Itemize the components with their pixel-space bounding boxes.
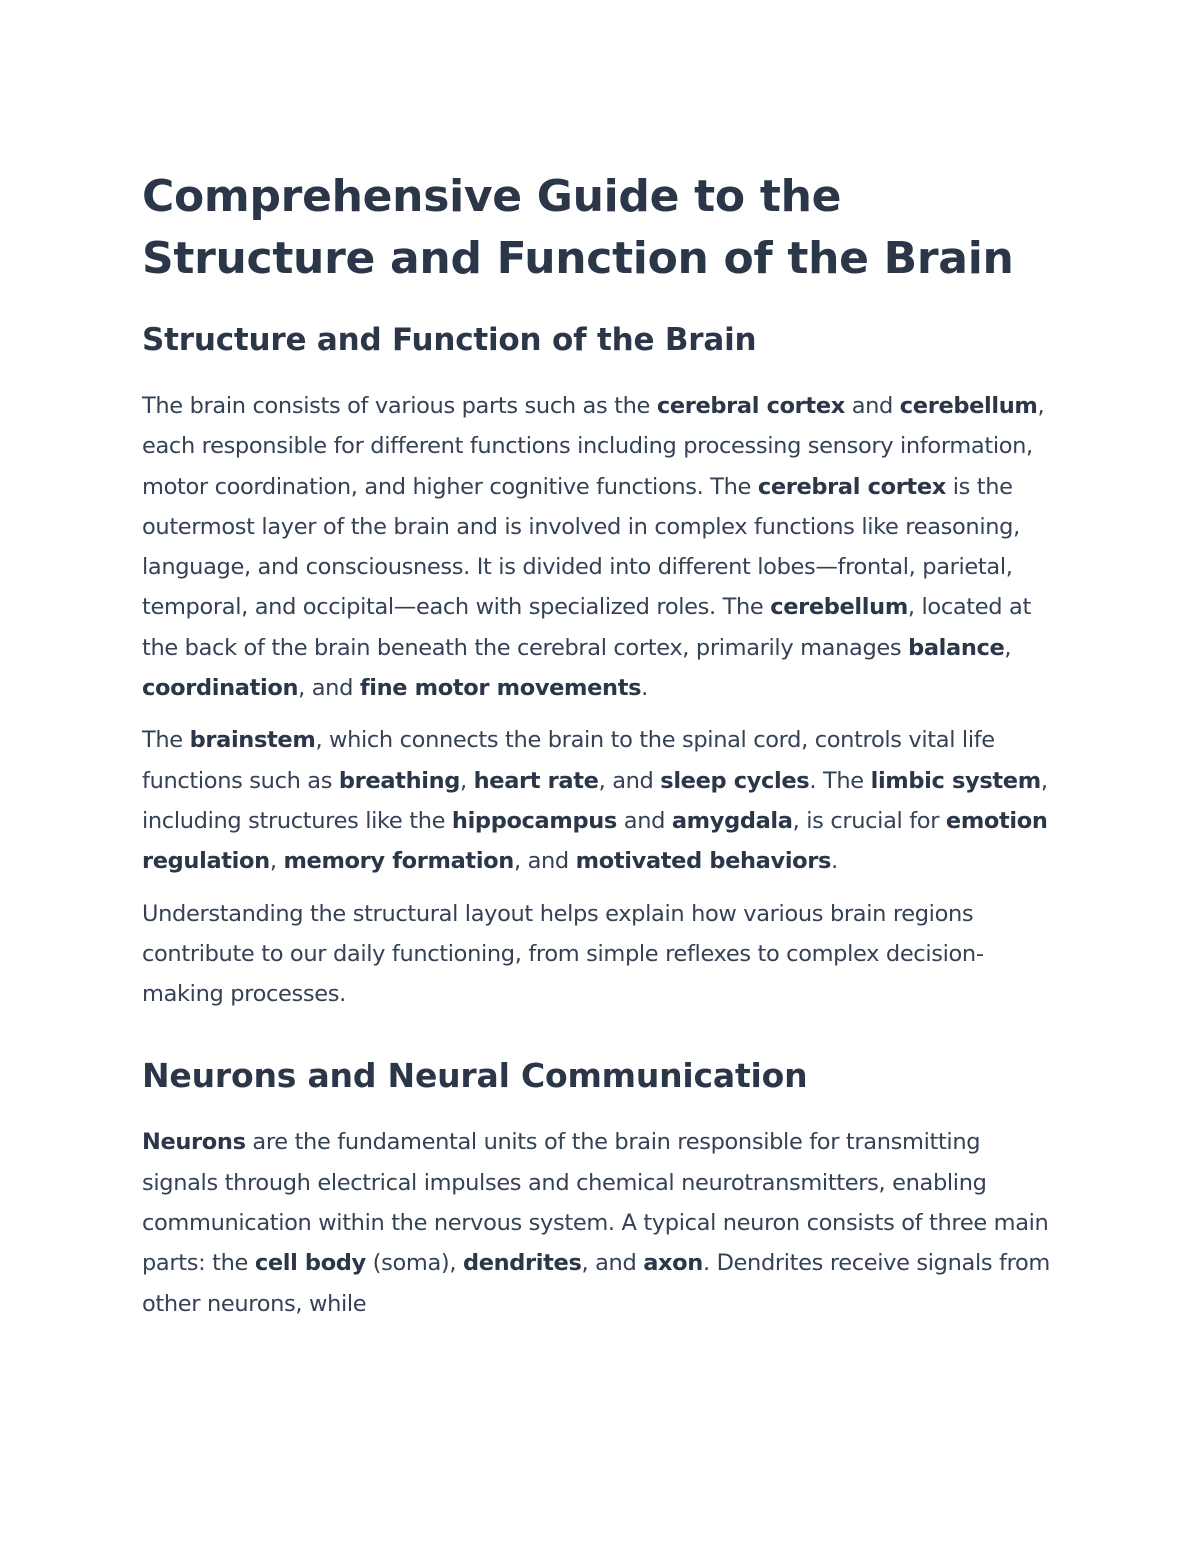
- document-page: [142, 166, 1062, 1324]
- bold-term: limbic system: [870, 767, 1041, 794]
- text-run: is the outermost layer of the brain and is involved in complex functions like reasoning, language, and consciousness. It is divided into different lobes—frontal, parietal, temporal, and occipital—each with specialized roles. The: [142, 473, 1020, 621]
- text-run: , located at the back of the brain beneath the cerebral cortex, primarily manages: [142, 594, 1031, 661]
- document-title: Comprehensive Guide to the Structure and Function of the Brain: [142, 171, 1014, 284]
- bold-term: cerebral cortex: [757, 473, 946, 500]
- bold-term: heart rate: [473, 767, 599, 794]
- text-run: , and: [581, 1250, 644, 1277]
- bold-term: emotion regulation: [142, 807, 1048, 875]
- paragraph-brainstem-limbic: [142, 720, 1062, 881]
- bold-term: axon: [643, 1250, 703, 1277]
- bold-term: brainstem: [189, 727, 316, 754]
- text-run: ,: [269, 848, 284, 875]
- text-run: .: [641, 675, 648, 702]
- text-run: The: [142, 727, 190, 754]
- section-heading-structure: Structure and Function of the Brain: [142, 322, 757, 358]
- text-run: and: [844, 393, 900, 419]
- text-run: ,: [1004, 634, 1012, 661]
- bold-term: motivated behaviors: [575, 848, 832, 875]
- text-run: , including structures like the: [142, 767, 1048, 834]
- bold-term: cell body: [254, 1250, 366, 1277]
- bold-term: hippocampus: [451, 807, 617, 834]
- text-run: . Dendrites receive signals from other neurons, while: [142, 1250, 1050, 1317]
- text-run: (soma),: [365, 1250, 463, 1277]
- text-run: .: [831, 848, 838, 875]
- bold-term: amygdala: [671, 807, 793, 834]
- text-run: , which connects the brain to the spinal cord, controls vital life functions such as: [142, 727, 995, 794]
- text-run: , is crucial for: [792, 807, 946, 834]
- paragraph-neurons: [142, 1122, 1062, 1323]
- bold-term: dendrites: [462, 1250, 582, 1277]
- bold-term: cerebral cortex: [656, 393, 845, 419]
- text-run: and: [616, 807, 672, 834]
- text-run: , and: [513, 848, 576, 875]
- text-run: , each responsible for different functions including processing sensory information, motor coordination, and higher cognitive functions. The: [142, 393, 1045, 500]
- bold-term: sleep cycles: [660, 767, 810, 794]
- text-run: , and: [298, 675, 360, 702]
- bold-term: memory formation: [283, 848, 514, 875]
- paragraph-brain-parts: [142, 386, 1062, 708]
- bold-term: breathing: [338, 767, 461, 794]
- bold-term: cerebellum: [899, 393, 1038, 419]
- bold-term: coordination: [142, 675, 299, 702]
- text-run: . The: [809, 767, 871, 794]
- bold-term: cerebellum: [770, 594, 908, 621]
- text-run: Understanding the structural layout helps explain how various brain regions contribute to our daily functioning, from simple reflexes to complex decision-making processes.: [142, 900, 984, 1008]
- paragraph-structural-layout: [142, 894, 1062, 1015]
- text-run: ,: [460, 767, 474, 794]
- bold-term: balance: [908, 634, 1005, 661]
- text-run: , and: [598, 767, 661, 794]
- bold-term: Neurons: [142, 1129, 246, 1156]
- text-run: are the fundamental units of the brain responsible for transmitting signals through electrical impulses and chemical neurotransmitters, enabling communication within the nervous system. A typical neuron consists of three main parts: the: [142, 1129, 1049, 1277]
- section-heading-neurons: Neurons and Neural Communication: [142, 1056, 808, 1096]
- bold-term: fine motor movements: [359, 675, 642, 702]
- text-run: The brain consists of various parts such as the: [142, 393, 657, 419]
